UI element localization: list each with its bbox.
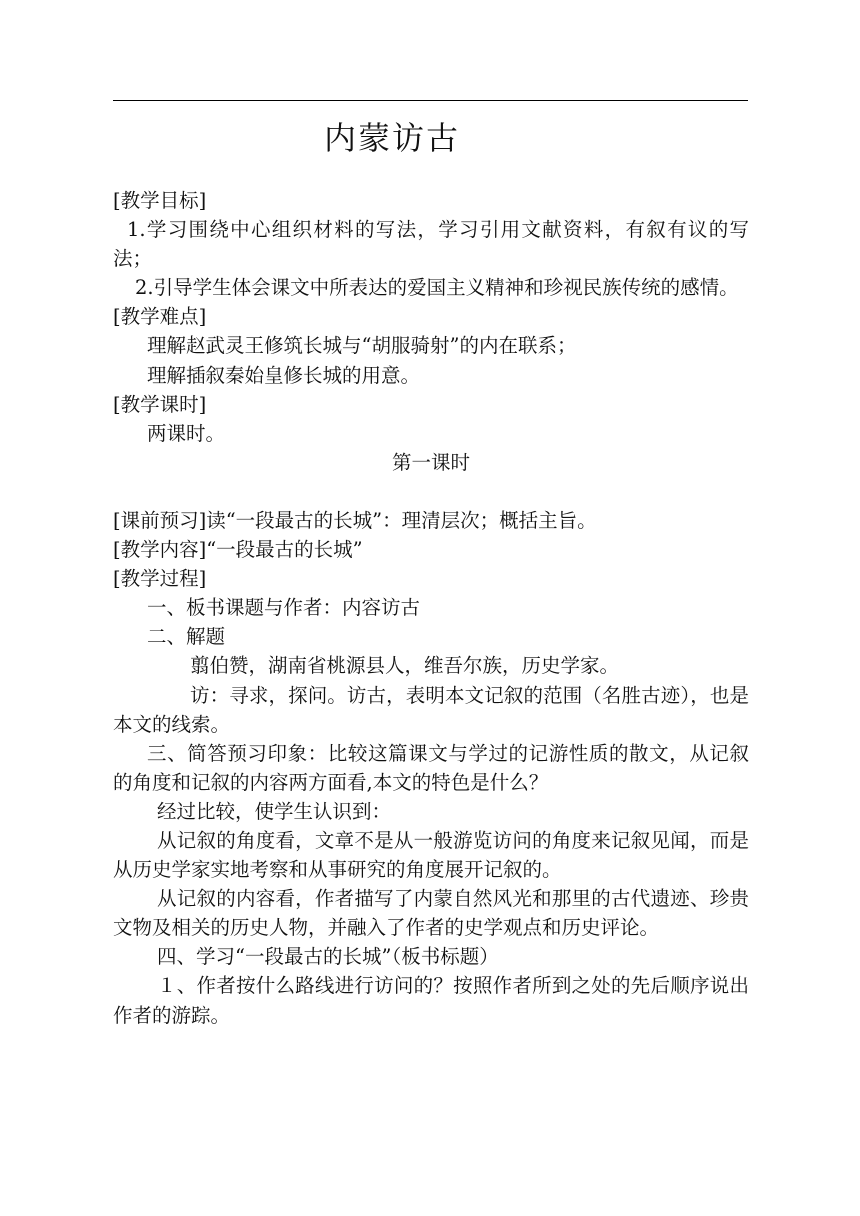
- process-step-2: 二、解题: [147, 625, 226, 649]
- comparison-intro: 经过比较，使学生认识到：: [157, 799, 392, 823]
- blank-line: [113, 477, 749, 506]
- difficulty-item-1: 理解赵武灵王修筑长城与“胡服骑射”的内在联系；: [147, 334, 577, 358]
- periods-text: 两课时。: [147, 421, 226, 445]
- section-heading-process: [教学过程]: [113, 567, 207, 591]
- process-step-4: 四、学习“一段最古的长城”（板书标题）: [157, 945, 499, 969]
- header-rule: [113, 100, 748, 101]
- objective-item-1: 1.学习围绕中心组织材料的写法，学习引用文献资料，有叙有议的写法；: [113, 218, 749, 271]
- preview-line: [课前预习]读“一段最古的长城”：理清层次；概括主旨。: [113, 508, 597, 532]
- process-step-3: 三、简答预习印象：比较这篇课文与学过的记游性质的散文，从记叙的角度和记叙的内容两方面看,本文的特色是什么？: [113, 741, 749, 794]
- author-intro: 翦伯赞，湖南省桃源县人，维吾尔族，历史学家。: [190, 654, 620, 678]
- lesson-subtitle: 第一课时: [391, 450, 470, 474]
- objective-item-2: 2.引导学生体会课文中所表达的爱国主义精神和珍视民族传统的感情。: [135, 276, 739, 300]
- document-body: [113, 186, 749, 1030]
- section-heading-periods: [教学课时]: [113, 392, 207, 416]
- comparison-content: 从记叙的内容看，作者描写了内蒙自然风光和那里的古代遗迹、珍贵文物及相关的历史人物，并融入了作者的史学观点和历史评论。: [113, 887, 749, 940]
- section-heading-objectives: [教学目标]: [113, 189, 207, 212]
- process-step-1: 一、板书课题与作者：内容访古: [147, 596, 421, 620]
- difficulty-item-2: 理解插叙秦始皇修长城的用意。: [147, 363, 421, 387]
- content-line: [教学内容]“一段最古的长城”: [113, 538, 363, 562]
- page-title: 内蒙访古: [323, 119, 460, 157]
- comparison-angle: 从记叙的角度看，文章不是从一般游览访问的角度来记叙见闻，而是从历史学家实地考察和从事研究的角度展开记叙的。: [113, 828, 749, 882]
- section-heading-difficulties: [教学难点]: [113, 305, 207, 329]
- question-1: １、作者按什么路线进行访问的？按照作者所到之处的先后顺序说出作者的游踪。: [113, 974, 749, 1027]
- title-explanation: 访：寻求，探问。访古，表明本文记叙的范围（名胜古迹），也是本文的线索。: [113, 683, 749, 736]
